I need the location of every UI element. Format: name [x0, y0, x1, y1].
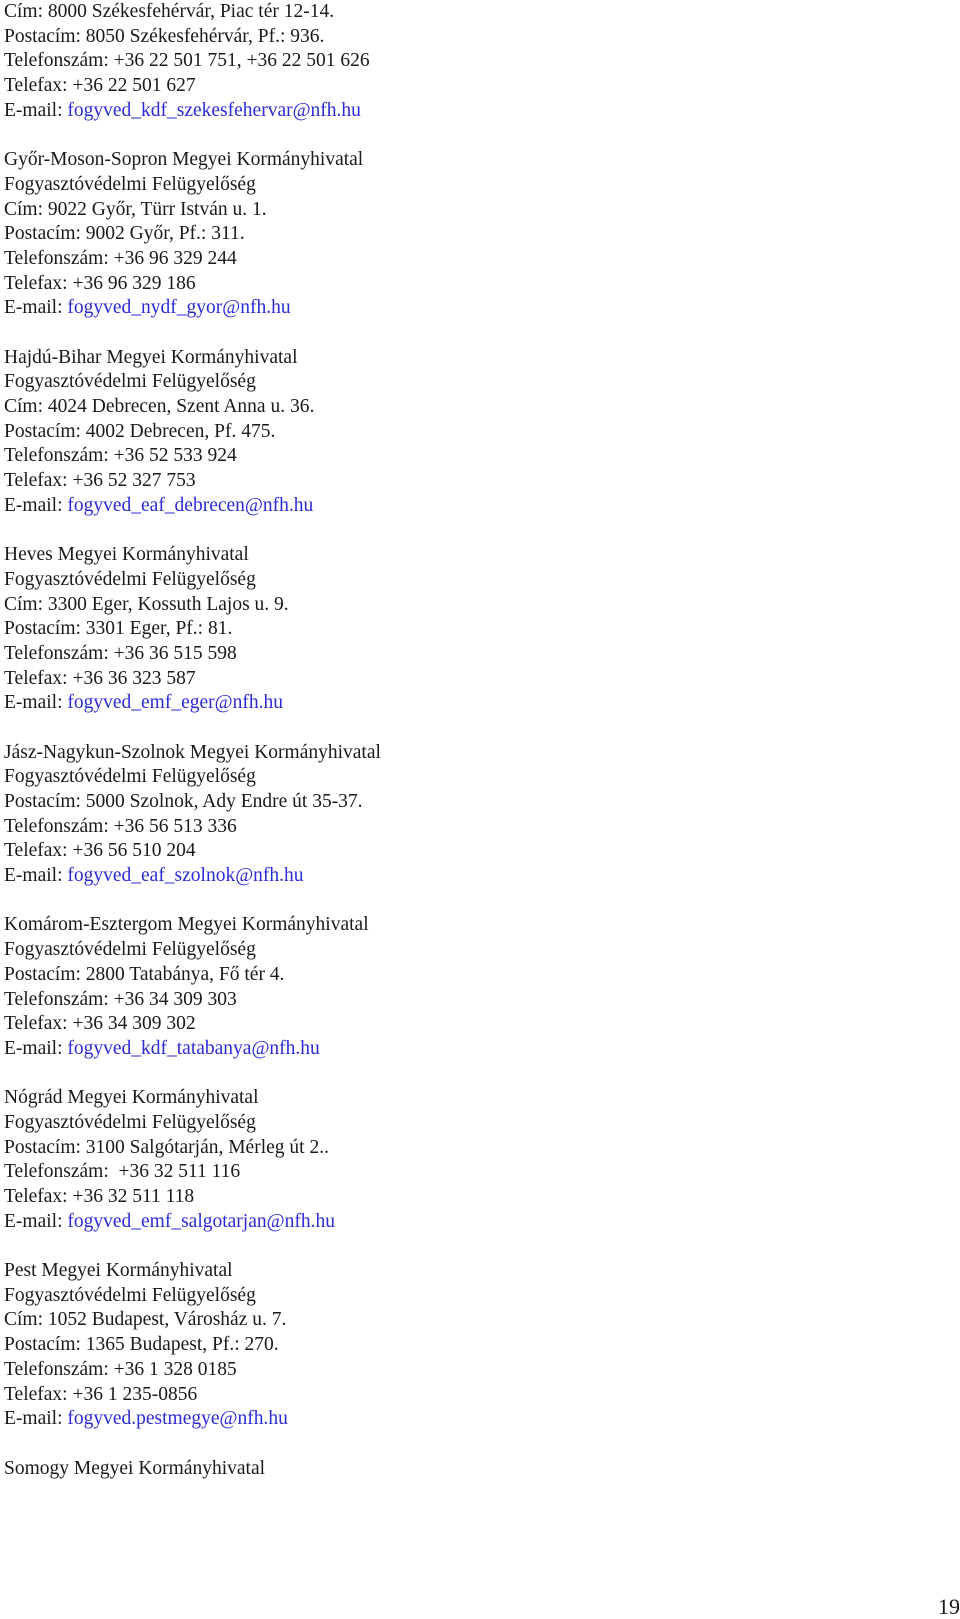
address-line: Cím: 3300 Eger, Kossuth Lajos u. 9. — [4, 593, 289, 615]
phone-line: Telefonszám: +36 32 511 116 — [4, 1161, 241, 1183]
fax-line: Telefax: +36 36 323 587 — [4, 667, 196, 689]
email-line — [4, 1037, 944, 1062]
email-line — [4, 1210, 944, 1235]
fax-line: Telefax: +36 34 309 302 — [4, 1013, 196, 1035]
email-label: E-mail: — [4, 1408, 68, 1430]
postal-address-line: Postacím: 4002 Debrecen, Pf. 475. — [4, 420, 276, 442]
fax-line: Telefax: +36 22 501 627 — [4, 75, 196, 97]
email-link[interactable]: fogyved_eaf_szolnok@nfh.hu — [67, 865, 304, 887]
email-link[interactable]: fogyved_kdf_tatabanya@nfh.hu — [67, 1037, 320, 1059]
postal-address-line: Postacím: 1365 Budapest, Pf.: 270. — [4, 1334, 279, 1356]
office-name: Hajdú-Bihar Megyei Kormányhivatal — [4, 346, 298, 368]
email-label: E-mail: — [4, 865, 68, 887]
email-line — [4, 494, 944, 519]
office-name: Jász-Nagykun-Szolnok Megyei Kormányhivatal — [4, 741, 381, 763]
office-department: Fogyasztóvédelmi Felügyelőség — [4, 1111, 256, 1133]
office-block-debrecen — [4, 346, 944, 519]
postal-address-line: Postacím: 2800 Tatabánya, Fő tér 4. — [4, 963, 285, 985]
email-line — [4, 691, 944, 716]
phone-line: Telefonszám: +36 56 513 336 — [4, 815, 237, 837]
phone-line: Telefonszám: +36 34 309 303 — [4, 988, 237, 1010]
email-label: E-mail: — [4, 1210, 68, 1232]
office-block-eger — [4, 543, 944, 716]
email-link[interactable]: fogyved_kdf_szekesfehervar@nfh.hu — [67, 99, 361, 121]
fax-line: Telefax: +36 96 329 186 — [4, 272, 196, 294]
email-link[interactable]: fogyved_emf_salgotarjan@nfh.hu — [67, 1210, 335, 1232]
address-line: Cím: 1052 Budapest, Városház u. 7. — [4, 1309, 287, 1331]
office-department: Fogyasztóvédelmi Felügyelőség — [4, 766, 256, 788]
phone-line: Telefonszám: +36 22 501 751, +36 22 501 626 — [4, 50, 370, 72]
email-link[interactable]: fogyved_emf_eger@nfh.hu — [67, 692, 283, 714]
office-block-gyor — [4, 148, 944, 321]
email-link[interactable]: fogyved.pestmegye@nfh.hu — [67, 1408, 288, 1430]
office-name: Nógrád Megyei Kormányhivatal — [4, 1087, 259, 1109]
office-department: Fogyasztóvédelmi Felügyelőség — [4, 568, 256, 590]
office-department: Fogyasztóvédelmi Felügyelőség — [4, 173, 256, 195]
email-line — [4, 296, 944, 321]
phone-line: Telefonszám: +36 96 329 244 — [4, 247, 237, 269]
phone-line: Telefonszám: +36 36 515 598 — [4, 642, 237, 664]
document-page — [4, 0, 944, 1481]
email-label: E-mail: — [4, 692, 68, 714]
fax-line: Telefax: +36 56 510 204 — [4, 840, 196, 862]
phone-line: Telefonszám: +36 52 533 924 — [4, 445, 237, 467]
office-block-tatabanya — [4, 913, 944, 1061]
office-name: Komárom-Esztergom Megyei Kormányhivatal — [4, 914, 369, 936]
email-label: E-mail: — [4, 1037, 68, 1059]
email-line — [4, 1407, 944, 1432]
email-label: E-mail: — [4, 297, 68, 319]
office-department: Fogyasztóvédelmi Felügyelőség — [4, 371, 256, 393]
email-line — [4, 864, 944, 889]
office-department: Fogyasztóvédelmi Felügyelőség — [4, 1284, 256, 1306]
address-line: Cím: 8000 Székesfehérvár, Piac tér 12-14. — [4, 1, 335, 22]
office-name: Pest Megyei Kormányhivatal — [4, 1260, 233, 1282]
office-name: Győr-Moson-Sopron Megyei Kormányhivatal — [4, 149, 364, 171]
email-label: E-mail: — [4, 99, 68, 121]
fax-line: Telefax: +36 52 327 753 — [4, 470, 196, 492]
office-name: Somogy Megyei Kormányhivatal — [4, 1457, 266, 1479]
office-block-somogy — [4, 1457, 944, 1482]
office-block-intro — [4, 0, 944, 123]
postal-address-line: Postacím: 5000 Szolnok, Ady Endre út 35-37. — [4, 791, 363, 812]
postal-address-line: Postacím: 3100 Salgótarján, Mérleg út 2.. — [4, 1136, 329, 1158]
email-link[interactable]: fogyved_eaf_debrecen@nfh.hu — [67, 494, 314, 516]
email-label: E-mail: — [4, 494, 68, 516]
address-line: Cím: 4024 Debrecen, Szent Anna u. 36. — [4, 396, 315, 417]
fax-line: Telefax: +36 32 511 118 — [4, 1186, 195, 1207]
address-line: Cím: 9022 Győr, Türr István u. 1. — [4, 198, 267, 220]
email-line — [4, 99, 944, 124]
email-link[interactable]: fogyved_nydf_gyor@nfh.hu — [67, 297, 291, 319]
postal-address-line: Postacím: 8050 Székesfehérvár, Pf.: 936. — [4, 25, 325, 47]
office-block-szolnok — [4, 741, 944, 889]
fax-line: Telefax: +36 1 235-0856 — [4, 1383, 198, 1405]
postal-address-line: Postacím: 9002 Győr, Pf.: 311. — [4, 223, 245, 245]
office-block-pest — [4, 1259, 944, 1432]
page-number: 19 — [938, 1594, 960, 1619]
postal-address-line: Postacím: 3301 Eger, Pf.: 81. — [4, 618, 233, 640]
phone-line: Telefonszám: +36 1 328 0185 — [4, 1358, 237, 1380]
office-block-salgotarjan — [4, 1086, 944, 1234]
office-department: Fogyasztóvédelmi Felügyelőség — [4, 939, 256, 961]
office-name: Heves Megyei Kormányhivatal — [4, 544, 249, 566]
